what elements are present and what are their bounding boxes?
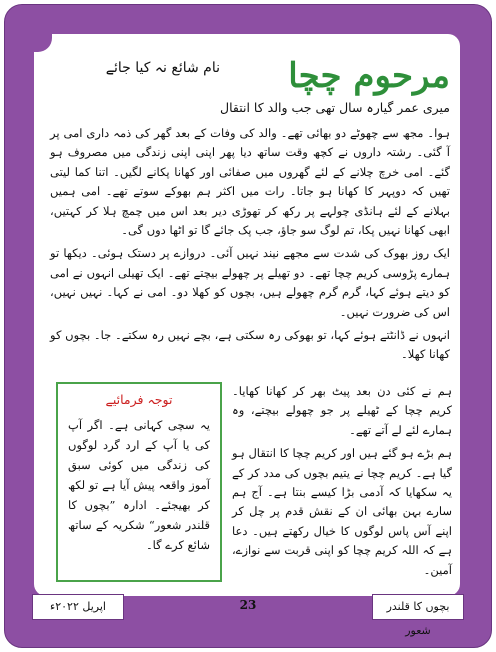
attention-box-text: یہ سچی کہانی ہے۔ اگر آپ کی یا آپ کے ارد گرد لوگوں کی زندگی میں کوئی سبق آموز واقعہ پیش آیا ہے تو لکھ کر بھیجئے۔ ادارہ ”بچوں کا قلندر شعور“ شکریہ کے ساتھ شائع کرے گا۔	[68, 418, 210, 552]
anonymous-note: نام شائع نہ کیا جائے	[105, 60, 220, 76]
paragraph: ہوا۔ مجھ سے چھوٹے دو بھائی تھے۔ والد کی وفات کے بعد گھر کی ذمہ داری امی پر آ گئی۔ رشتہ داروں نے کچھ وقت ساتھ دیا پھر اپنی اپنی زندگی میں مصروف ہو گئے۔ امی خرچ چلانے کے لئے گھروں میں صفائی اور کھانا پکانے لگیں۔ اتنا کما لیتی تھیں کہ دوپہر کا کھانا ہو جاتا۔ رات میں اکثر ہم بھوکے سوتے تھے۔ امی ہمیں بہلانے کے لئے ہانڈی چولہے پر رکھ کر تھوڑی دیر بعد اس میں چمچ ہلا کر کہتیں، ابھی کھانا نہیں پکا، تم لوگ سو جاؤ، جب پک جائے گا تو اٹھا دوں گی۔	[50, 126, 450, 238]
page-number: 23	[239, 598, 257, 612]
magazine-name: بچوں کا قلندر شعور	[372, 594, 464, 620]
story-body-continued	[232, 382, 452, 584]
paragraph: ہم نے کئی دن بعد پیٹ بھر کر کھانا کھایا۔ کریم چچا کے ٹھیلے پر جو چھولے بیچتے، وہ ہمارے لئے لے آتے تھے۔	[232, 384, 452, 437]
paragraph: ہم بڑے ہو گئے ہیں اور کریم چچا کا انتقال ہو گیا ہے۔ کریم چچا نے یتیم بچوں کی مدد کر کے یہ سکھایا کہ آدمی بڑا کیسے بنتا ہے۔ آج ہم سارے بہن بھائی ان کے نقش قدم پر چل کر اپنے آس پاس لوگوں کا خیال رکھتے ہیں۔ دعا ہے کہ اللہ کریم چچا کو اپنی قربت سے نوازے، آمین۔	[232, 446, 452, 577]
story-title: مرحوم چچا	[288, 56, 450, 96]
attention-box-title: توجہ فرمائیے	[105, 392, 173, 407]
story-body	[50, 124, 450, 369]
attention-box	[56, 382, 222, 582]
issue-date: اپریل ۲۰۲۲ء	[32, 594, 124, 620]
paragraph: ایک روز بھوک کی شدت سے مجھے نیند نہیں آئی۔ دروازے پر دستک ہوئی۔ دیکھا تو ہمارے پڑوسی کریم چچا تھے۔ دو تھیلے پر چھولے بیچتے تھے۔ ایک تھیلی انہوں نے امی کو دیتے ہوئے کہا، گرم گرم چھولے ہیں، بچوں کو کھلا دو۔ امی نے کہا۔ نہیں نہیں، اس کی ضرورت نہیں۔	[50, 246, 450, 319]
paragraph: انہوں نے ڈانٹتے ہوئے کہا، تو بھوکی رہ سکتی ہے، بچے نہیں رہ سکتے۔ جا۔ بچوں کو کھانا کھلا۔	[50, 328, 450, 362]
story-opening-line: میری عمر گیارہ سال تھی جب والد کا انتقال	[219, 100, 450, 115]
